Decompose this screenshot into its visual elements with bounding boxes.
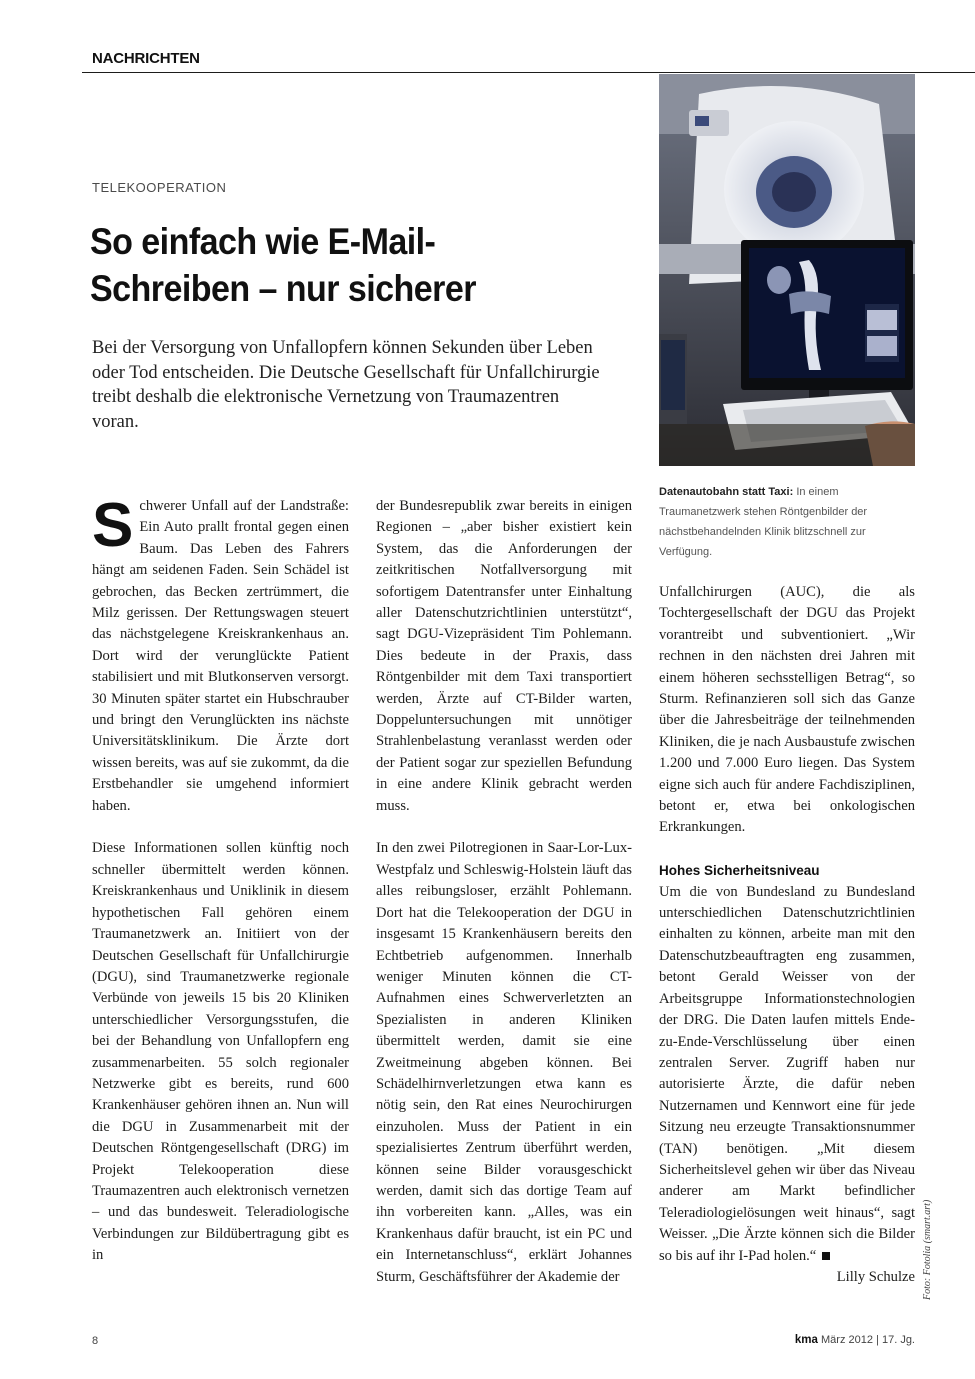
mri-workstation-photo: [659, 74, 915, 466]
magazine-logo: kma: [794, 1334, 818, 1346]
caption-text: In einem Traumanetzwerk stehen Röntgenbilder der nächstbehandelnden Klinik blitzschnell zur Verfügung.: [659, 486, 868, 558]
mri-workstation-illustration: [659, 74, 915, 466]
headline-line-1: So einfach wie E-Mail-: [90, 221, 436, 262]
paragraph-5: Unfallchirurgen (AUC), die als Tochtergesellschaft der DGU das Projekt vorantreibt und subventioniert. „Wir rechnen in den nächsten drei Jahren mit einem höheren sechsstelligen Betrag“, so Sturm. Refinanzieren soll sich das Ganze über die Jahresbeiträge der teilnehmenden Kliniken, die je nach Ausbaustufe zwischen 1.200 und 7.000 Euro liegen. Das System eigne sich auch für andere Fachdisziplinen, betont er, etwa bei onkologischen Erkrankungen.: [659, 584, 915, 836]
author-byline: Lilly Schulze: [836, 1268, 915, 1285]
top-rule: [82, 72, 975, 73]
paragraph-4: In den zwei Pilotregionen in Saar-Lor-Lux-Westpfalz und Schleswig-Holstein läuft das alles reibungsloser, erzählt Pohlemann. Dort hat die Telekooperation der DGU in insgesamt 15 Krankenhäusern bereits den Echtbetrieb aufgenommen. Innerhalb weniger Minuten können die CT-Aufnahmen eines Schwerverletzten an Spezialisten in anderen Kliniken übermittelt werden, damit sie eine Zweitmeinung abgeben können. Bei Schädelhirnverletzungen etwa kann es nötig sein, den Rat eines Neurochirurgen einzuholen. Muss der Patient in ein spezialisiertes Zentrum überführt werden, können seine Bilder vorausgeschickt werden, damit sich das dortige Team auf ihn vorbereiten kann. „Alles, was ein Krankenhaus dafür braucht, ist ein PC und ein Internetanschluss“, erklärt Johannes Sturm, Geschäftsführer der Akademie der: [376, 840, 632, 1285]
page-number: 8: [92, 1335, 99, 1347]
headline: [90, 218, 587, 312]
drop-cap: S: [92, 491, 134, 560]
column-3: [659, 582, 915, 1288]
photo-caption: [659, 482, 915, 562]
subheading: Hohes Sicherheitsniveau: [659, 863, 820, 879]
photo-credit: [922, 1190, 934, 1300]
photo-credit-text: Foto: Fotolia (smart.art): [922, 1199, 933, 1300]
caption-bold: Datenautobahn statt Taxi:: [659, 486, 794, 498]
footer-issue: [795, 1334, 915, 1346]
paragraph-6: [659, 882, 915, 1267]
section-label: NACHRICHTEN: [92, 50, 200, 67]
column-1: [92, 491, 349, 1267]
paragraph-1: chwerer Unfall auf der Landstraße: Ein Auto prallt frontal gegen einen Baum. Das Leben des Fahrers hängt am seidenen Faden. Sein Schädel ist gebrochen, das Becken zertrümmert, die Milz gerissen. Der Rettungswagen steuert das nächstgelegene Kreiskrankenhaus an. Dort wird der verunglückte Patient stabilisiert und mit Blutkonserven versorgt. 30 Minuten später startet ein Hubschrauber und bringt den Verunglückten ins nächste Universitätsklinikum. Die Ärzte dort wissen bereits, was auf sie zukommt, da die Erstbehandler sie umgehend informiert haben.: [92, 498, 349, 814]
paragraph-6-text: Um die von Bundesland zu Bundesland unterschiedlichen Datenschutzrichtlinien einhalten zu können, arbeite man mit den Datenschutzbeauftragten eng zusammen, betont Gerald Weisser von der Arbeitsgruppe Informationstechnologien der DRG. Die Daten laufen mittels Ende-zu-Ende-Verschlüsselung über einen zentralen Server. Zugriff haben nur autorisierte Ärzte, die dafür neben Nutzernamen und Kennwort eine für jede Sitzung neu erzeugte Transaktionsnummer (TAN) benötigen. „Mit diesem Sicherheitslevel gehen wir über das Niveau anderer am Markt befindlicher Teleradiologielösungen weit hinaus“, sagt Weisser. „Die Ärzte können sich die Bilder so bis auf ihr I-Pad holen.“: [659, 883, 915, 1264]
headline-line-2: Schreiben – nur sicherer: [90, 268, 476, 309]
lead-paragraph: Bei der Versorgung von Unfallopfern können Sekunden über Leben oder Tod entscheiden. Die Deutsche Gesellschaft für Unfallchirurgie treibt deshalb die elektronische Vernetzung von Traumazentren voran.: [92, 338, 600, 432]
footer-separator: |: [876, 1334, 879, 1346]
issue-date: März 2012: [821, 1334, 873, 1346]
volume: 17. Jg.: [881, 1334, 915, 1346]
end-mark-icon: [822, 1252, 830, 1260]
column-2: [376, 496, 632, 1288]
paragraph-3: der Bundesrepublik zwar bereits in einigen Regionen – „aber bisher existiert kein System, das die Anforderungen der zeitkritischen Notfallversorgung mit sofortigem Datentransfer unter Einhaltung aller Datenschutzrichtlinien unterstützt“, sagt DGU-Vizepräsident Tim Pohlemann. Dies bedeute in der Praxis, dass Röntgenbilder mit dem Taxi transportiert werden, Ärzte auf CT-Bilder warten, Doppeluntersuchungen mit unnötiger Strahlenbelastung veranlasst werden oder der Patient sogar zur speziellen Befundung in eine andere Klinik gebracht werden muss.: [376, 498, 632, 814]
kicker: TELEKOOPERATION: [92, 180, 227, 195]
paragraph-2: Diese Informationen sollen künftig noch schneller übermittelt werden können. Kreiskrankenhaus und Uniklinik in diesem hypothetischen Fall gehören einem Traumanetzwerk an. Initiiert von der Deutschen Gesellschaft für Unfallchirurgie (DGU), sind Traumanetzwerke regionale Verbünde von jeweils 15 bis 20 Kliniken unterschiedlicher Versorgungsstufen, die bei der Behandlung von Unfallopfern eng zusammenarbeiten. 55 solch regionaler Netzwerke gibt es bereits, rund 600 Krankenhäuser gehören ihnen an. Nun will die DGU in Zusammenarbeit mit der Deutschen Röntgengesellschaft (DRG) im Projekt Telekooperation diese Traumazentren auch elektronisch vernetzen – und das bundesweit. Teleradiologische Verbindungen zur Bildübertragung gibt es in: [92, 840, 349, 1264]
